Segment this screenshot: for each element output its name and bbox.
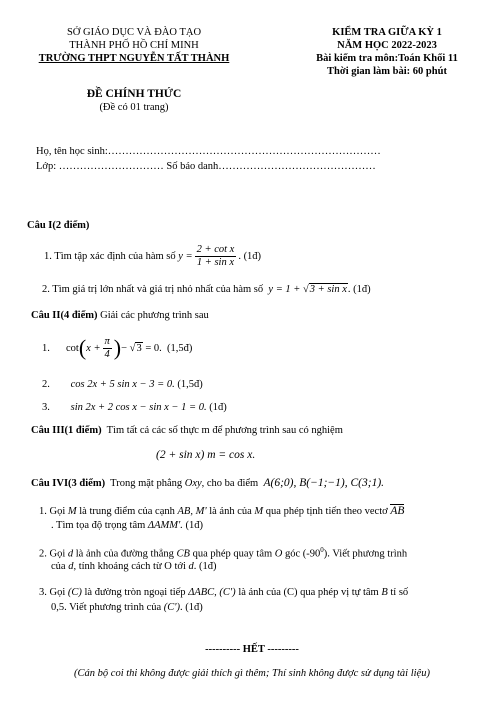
proctor-note: (Cán bộ coi thi không được giải thích gì thêm; Thí sinh không được sử dụng tài liệu) <box>74 668 430 679</box>
sqrt-sign-icon: √ <box>303 284 309 295</box>
exam-title: KIỂM TRA GIỮA KỲ 1 <box>332 27 442 38</box>
city-name: THÀNH PHỐ HỒ CHÍ MINH <box>69 40 199 51</box>
question-4-title: Câu IVI(3 điểm) Trong mặt phẳng Oxy, cho ba điểm A(6;0), B(−1;−1), C(3;1). <box>31 477 385 489</box>
question-4-part-1-cont: . Tìm tọa độ trọng tâm ΔAMM'. (1đ) <box>51 520 203 531</box>
school-name: TRƯỜNG THPT NGUYỄN TẤT THÀNH <box>38 53 230 64</box>
question-1-part-2: 2. Tìm giá trị lớn nhất và giá trị nhỏ nhất của hàm số y = 1 + √3 + sin x. (1đ) <box>42 284 371 295</box>
student-info-row <box>36 161 376 172</box>
fraction: $\frac{\pi}{4}$ <box>104 335 110 360</box>
question-4-part-2: 2. Gọi d là ảnh của đường thẳng CB qua phép quay tâm O góc $(-90^0)$. Viết phương trình <box>39 546 408 560</box>
header-right <box>280 26 494 78</box>
question-2-eq-1: 1. cot ( x + $\frac{\pi}{4}$ ) − √ 3 = 0. (1,5đ) <box>42 335 193 360</box>
question-4-part-2-cont: của d, tính khoảng cách từ O tới d. (1đ) <box>51 561 217 572</box>
question-2-eq-3: 3. sin 2x + 2 cos x − sin x − 1 = 0. (1đ) <box>42 402 227 413</box>
sqrt-sign-icon: √ <box>129 342 136 354</box>
vector-ab: AB <box>390 505 405 517</box>
student-name-field: Họ, tên học sinh:…………………………………………………………………… <box>36 146 381 157</box>
paren-open: ( <box>78 335 87 360</box>
subject-grade: Bài kiểm tra môn:Toán Khối 11 <box>316 53 458 64</box>
header-left <box>18 26 250 114</box>
question-4-part-3-cont: 0,5. Viết phương trình của (C'). (1đ) <box>51 602 203 613</box>
question-2-eq-2: 2. cos 2x + 5 sin x − 3 = 0. (1,5đ) <box>42 379 203 390</box>
question-1-part-1: 1. Tìm tập xác định của hàm số y = $\frac{\text{2 + cot x}}{\text{1 + sin x}}$ . (1đ) <box>44 243 262 268</box>
school-year: NĂM HỌC 2022-2023 <box>337 40 437 51</box>
fraction: $\frac{\text{2 + cot x}}{\text{1 + sin x}}$ <box>196 243 235 268</box>
question-4-part-1: 1. Gọi M là trung điểm của cạnh AB, M' là ảnh của M qua phép tịnh tiến theo vectơ AB <box>39 505 405 517</box>
question-3-equation: (2 + sin x) m = cos x. <box>156 449 256 461</box>
question-1-title: Câu I(2 điểm) <box>27 220 90 231</box>
paren-close: ) <box>113 335 122 360</box>
official-label: ĐỀ CHÍNH THỨC <box>86 88 182 100</box>
question-4-part-3: 3. Gọi (C) là đường tròn ngoại tiếp ΔABC, (C') là ảnh của (C) qua phép vị tự tâm B tỉ số <box>39 587 409 598</box>
question-2-title: Câu II(4 điểm) Giải các phương trình sau <box>31 310 209 321</box>
department-name: SỞ GIÁO DỤC VÀ ĐÀO TẠO <box>66 27 202 38</box>
candidate-number-field: Số báo danh……………………………………… <box>166 161 376 172</box>
class-field: Lớp: ………………………… <box>36 161 164 172</box>
duration: Thời gian làm bài: 60 phút <box>327 66 447 77</box>
end-marker: ---------- HẾT --------- <box>205 644 299 655</box>
page-count: (Đề có 01 trang) <box>99 102 169 113</box>
question-3-title: Câu III(1 điểm) Tìm tất cả các số thực m để phương trình sau có nghiệm <box>31 425 343 436</box>
